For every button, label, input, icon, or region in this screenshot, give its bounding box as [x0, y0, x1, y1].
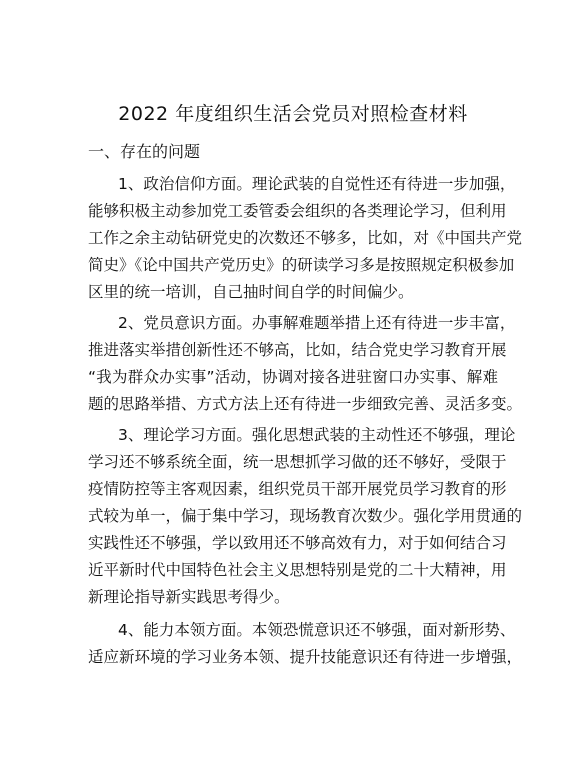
text-line: 能够积极主动参加党工委管委会组织的各类理论学习，但利用	[88, 202, 507, 220]
text-line: 题的思路举措、方式方法上还有待进一步细致完善、灵活多变。	[88, 395, 523, 413]
text-line: 3、理论学习方面。强化思想武装的主动性还不够强，理论	[118, 426, 516, 444]
text-line: 适应新环境的学习业务本领、提升技能意识还有待进一步增强，	[88, 648, 523, 666]
paragraph-political-belief	[88, 171, 523, 306]
text-line: 简史》《论中国共产党历史》的研读学习多是按照规定积极参加	[88, 256, 515, 274]
text-line: 1、政治信仰方面。理论武装的自觉性还有待进一步加强，	[118, 175, 516, 193]
text-line: 新理论指导新实践思考得少。	[88, 588, 290, 606]
text-line: 疫情防控等主客观因素，组织党员干部开展党员学习教育的形	[88, 480, 507, 498]
text-line: 实践性还不够强，学以致用还不够高效有力，对于如何结合习	[88, 534, 507, 552]
text-line: 工作之余主动钻研党史的次数还不够多，比如，对《中国共产党	[88, 229, 523, 247]
text-line: 2、党员意识方面。办事解难题举措上还有待进一步丰富，	[118, 314, 516, 332]
text-line: 学习还不够系统全面，统一思想抓学习做的还不够好，受限于	[88, 453, 507, 471]
text-line: 4、能力本领方面。本领恐慌意识还不够强，面对新形势、	[118, 621, 516, 639]
paragraph-party-awareness	[88, 310, 523, 418]
text-line: 区里的统一培训，自己抽时间自学的时间偏少。	[88, 283, 414, 301]
section-heading: 一、存在的问题	[88, 142, 201, 161]
paragraph-capability	[88, 617, 523, 671]
text-line: 近平新时代中国特色社会主义思想特别是党的二十大精神，用	[88, 561, 507, 579]
text-line: “我为群众办实事”活动，协调对接各进驻窗口办实事、解难	[88, 368, 498, 386]
text-line: 式较为单一，偏于集中学习，现场教育次数少。强化学用贯通的	[88, 507, 523, 525]
text-line: 推进落实举措创新性还不够高，比如，结合党史学习教育开展	[88, 341, 507, 359]
paragraph-theory-study	[88, 422, 523, 611]
document-title: 2022 年度组织生活会党员对照检查材料	[118, 103, 468, 125]
